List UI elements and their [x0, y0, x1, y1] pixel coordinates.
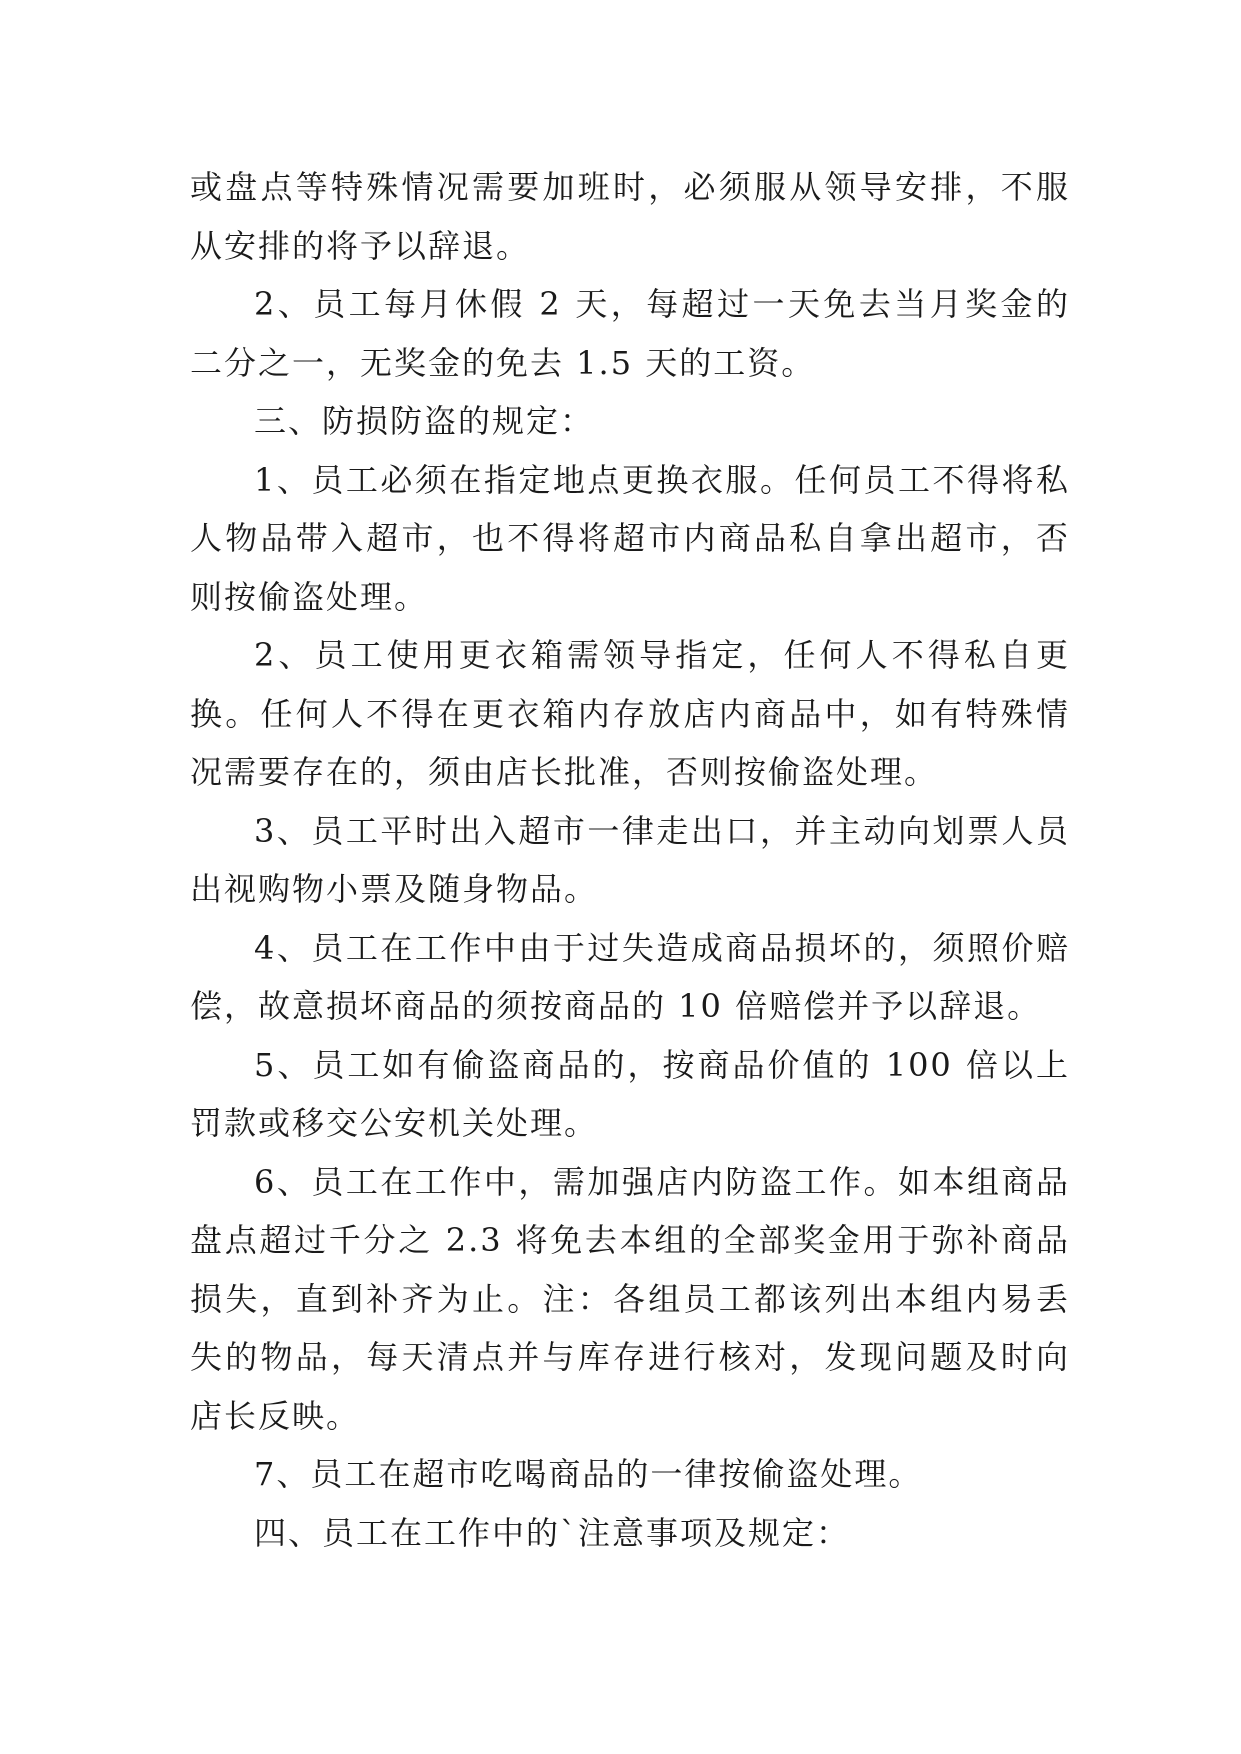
section-heading-work-rules: 四、员工在工作中的`注意事项及规定： — [254, 1513, 851, 1552]
paragraph-rule-7: 7、员工在超市吃喝商品的一律按偷盗处理。 — [254, 1455, 923, 1493]
paragraph-rule-3: 3、员工平时出入超市一律走出口，并主动向划票人员出视购物小票及随身物品。 — [190, 811, 1070, 908]
paragraph-leave-rule: 2、员工每月休假 2 天，每超过一天免去当月奖金的二分之一，无奖金的免去 1.5 天的工资。 — [190, 285, 1070, 382]
paragraph-rule-1: 1、员工必须在指定地点更换衣服。任何员工不得将私人物品带入超市，也不得将超市内商品私自拿出超市，否则按偷盗处理。 — [190, 460, 1070, 616]
paragraph-rule-5: 5、员工如有偷盗商品的，按商品价值的 100 倍以上罚款或移交公安机关处理。 — [190, 1045, 1070, 1142]
paragraph-rule-6: 6、员工在工作中，需加强店内防盗工作。如本组商品盘点超过千分之 2.3 将免去本组的全部奖金用于弥补商品损失，直到补齐为止。注：各组员工都该列出本组内易丢失的物品，每天清点并与库存进行核对，发现问题及时向店长反映。 — [190, 1162, 1070, 1435]
paragraph-rule-2: 2、员工使用更衣箱需领导指定，任何人不得私自更换。任何人不得在更衣箱内存放店内商品中，如有特殊情况需要存在的，须由店长批准，否则按偷盗处理。 — [190, 636, 1070, 791]
document-body — [190, 158, 1070, 1562]
paragraph-overtime-continued: 或盘点等特殊情况需要加班时，必须服从领导安排，不服从安排的将予以辞退。 — [190, 168, 1070, 265]
section-heading-loss-prevention: 三、防损防盗的规定： — [254, 402, 595, 440]
paragraph-rule-4: 4、员工在工作中由于过失造成商品损坏的，须照价赔偿，故意损坏商品的须按商品的 10 倍赔偿并予以辞退。 — [190, 928, 1070, 1025]
